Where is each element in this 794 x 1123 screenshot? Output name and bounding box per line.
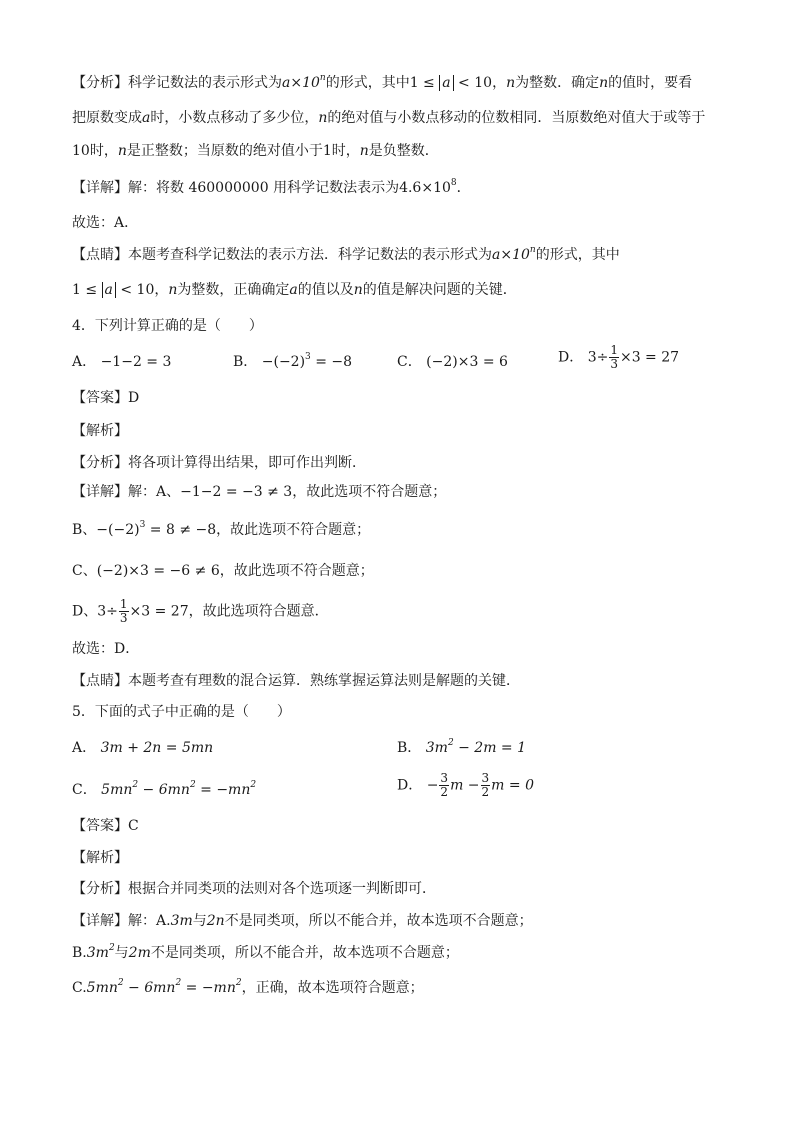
var-n: n	[506, 75, 516, 91]
q4-detail-a: 【详解】解：A、−1−2 = −3 ≠ 3，故此选项不符合题意；	[72, 484, 447, 500]
text: 的绝对值与小数点移动的位数相同．当原数绝对值大于或等于	[327, 110, 706, 126]
var-n: n	[353, 282, 363, 298]
abs-a: a	[439, 75, 453, 91]
formula-4.6e8: $4.6\times 10^8$	[399, 178, 457, 196]
text: 是负整数．	[368, 143, 439, 159]
text: 【详解】解：将数 460000000 用科学记数法表示为	[72, 180, 400, 196]
formula-a-times-10n: $a\times 10^n$	[492, 245, 536, 263]
text: 【点睛】本题考查科学记数法的表示方法．科学记数法的表示形式为	[72, 247, 492, 263]
var-n: n	[318, 110, 328, 126]
q3-comment-line-1	[72, 245, 620, 265]
math: < 10	[453, 75, 493, 91]
var-n: n	[599, 75, 609, 91]
q5-analysis-title: 【解析】	[72, 850, 128, 866]
math: 1 ≤	[72, 282, 102, 298]
q3-detail: 【详解】解：将数 460000000 用科学记数法表示为$4.6\times 10^8$．	[72, 178, 471, 196]
q5-option-a: A． 3m + 2n = 5mn	[72, 740, 214, 756]
text: 10时，	[72, 143, 118, 159]
abs-a: a	[102, 282, 116, 298]
text: 【分析】科学记数法的表示形式为	[72, 75, 282, 91]
q4-choice: 故选：D．	[72, 641, 140, 657]
text: 时，小数点移动了多少位，	[150, 110, 319, 126]
q4-option-d: D． 3÷ $\frac{1}{3}$ ×3 = 27	[558, 343, 680, 371]
math: 1 ≤	[409, 75, 440, 91]
q4-detail-d: D、3÷ $\frac{1}{3}$ ×3 = 27，故此选项符合题意．	[72, 597, 329, 625]
text: 为整数，正确确定	[177, 282, 290, 298]
math: < 10	[115, 282, 155, 298]
q4-analysis-title: 【解析】	[72, 423, 128, 439]
q3-analysis-line-2	[72, 108, 705, 128]
text: 的值时，要看	[608, 75, 693, 91]
var-a: a	[289, 282, 298, 298]
q4-detail-c: C、(−2)×3 = −6 ≠ 6，故此选项不符合题意；	[72, 563, 374, 579]
q5-detail-a: 【详解】解：A.3m与2n不是同类项，所以不能合并，故本选项不合题意；	[72, 913, 533, 929]
q4-comment: 【点睛】本题考查有理数的混合运算．熟练掌握运算法则是解题的关键．	[72, 673, 520, 689]
q3-analysis-line-1: 【分析】科学记数法的表示形式为$a\times 10^n$的形式，其中1 ≤ a < 10，n为整数．确定n的值时，要看	[72, 73, 693, 91]
text: 是正整数；当原数的绝对值小于1时，	[126, 143, 360, 159]
q4-analysis: 【分析】将各项计算得出结果，即可作出判断．	[72, 455, 366, 471]
q4-stem: 4．下列计算正确的是（ ）	[72, 318, 263, 334]
q5-answer: 【答案】C	[72, 818, 139, 834]
text: 把原数变成	[72, 110, 142, 126]
q5-option-b: B． $3m^2 - 2m = 1$	[397, 738, 527, 756]
q3-analysis-line-3	[72, 141, 439, 161]
fraction-one-third: $\frac{1}{3}$	[119, 597, 128, 625]
var-n: n	[359, 143, 369, 159]
text: 的值是解决问题的关键．	[362, 282, 517, 298]
q4-detail-b: B、$-(-2)^3 = 8 \ne -8$，故此选项不符合题意；	[72, 520, 371, 538]
formula-a-times-10n: $a\times 10^n$	[282, 73, 326, 91]
q4-answer: 【答案】D	[72, 390, 140, 406]
text: 的形式，其中	[325, 75, 410, 91]
text: 的形式，其中	[535, 247, 620, 263]
fraction-one-third: $\frac{1}{3}$	[610, 343, 618, 371]
q3-choice: 故选：A．	[72, 215, 139, 231]
fraction-three-halves: $\frac{3}{2}$	[481, 771, 490, 799]
q5-analysis: 【分析】根据合并同类项的法则对各个选项逐一判断即可．	[72, 881, 436, 897]
var-n: n	[117, 143, 127, 159]
q3-comment-line-2: 1 ≤ a < 10，n为整数，正确确定a的值以及n的值是解决问题的关键．	[72, 282, 517, 298]
fraction-three-halves: $\frac{3}{2}$	[440, 771, 449, 799]
var-n: n	[168, 282, 178, 298]
q5-option-c: C． $5mn^2 - 6mn^2 = -mn^2$	[72, 780, 257, 798]
q5-detail-c: $C.5mn^2 - 6mn^2 = -mn^2$，正确，故本选项符合题意；	[72, 978, 424, 996]
q4-option-b: B． $-(-2)^3 = -8$	[233, 352, 353, 370]
q5-option-d: D． − $\frac{3}{2}$ m − $\frac{3}{2}$ m = 0	[397, 771, 534, 799]
q4-option-a: A． −1−2 = 3	[72, 354, 172, 370]
q5-detail-b: $B.3m^2$与2m不是同类项，所以不能合并，故本选项不合题意；	[72, 943, 459, 961]
q5-stem: 5．下面的式子中正确的是（ ）	[72, 704, 291, 720]
text: 的值以及	[297, 282, 354, 298]
text: 为整数．确定	[515, 75, 600, 91]
q4-option-c: C． (−2)×3 = 6	[397, 354, 508, 370]
var-a: a	[142, 110, 151, 126]
